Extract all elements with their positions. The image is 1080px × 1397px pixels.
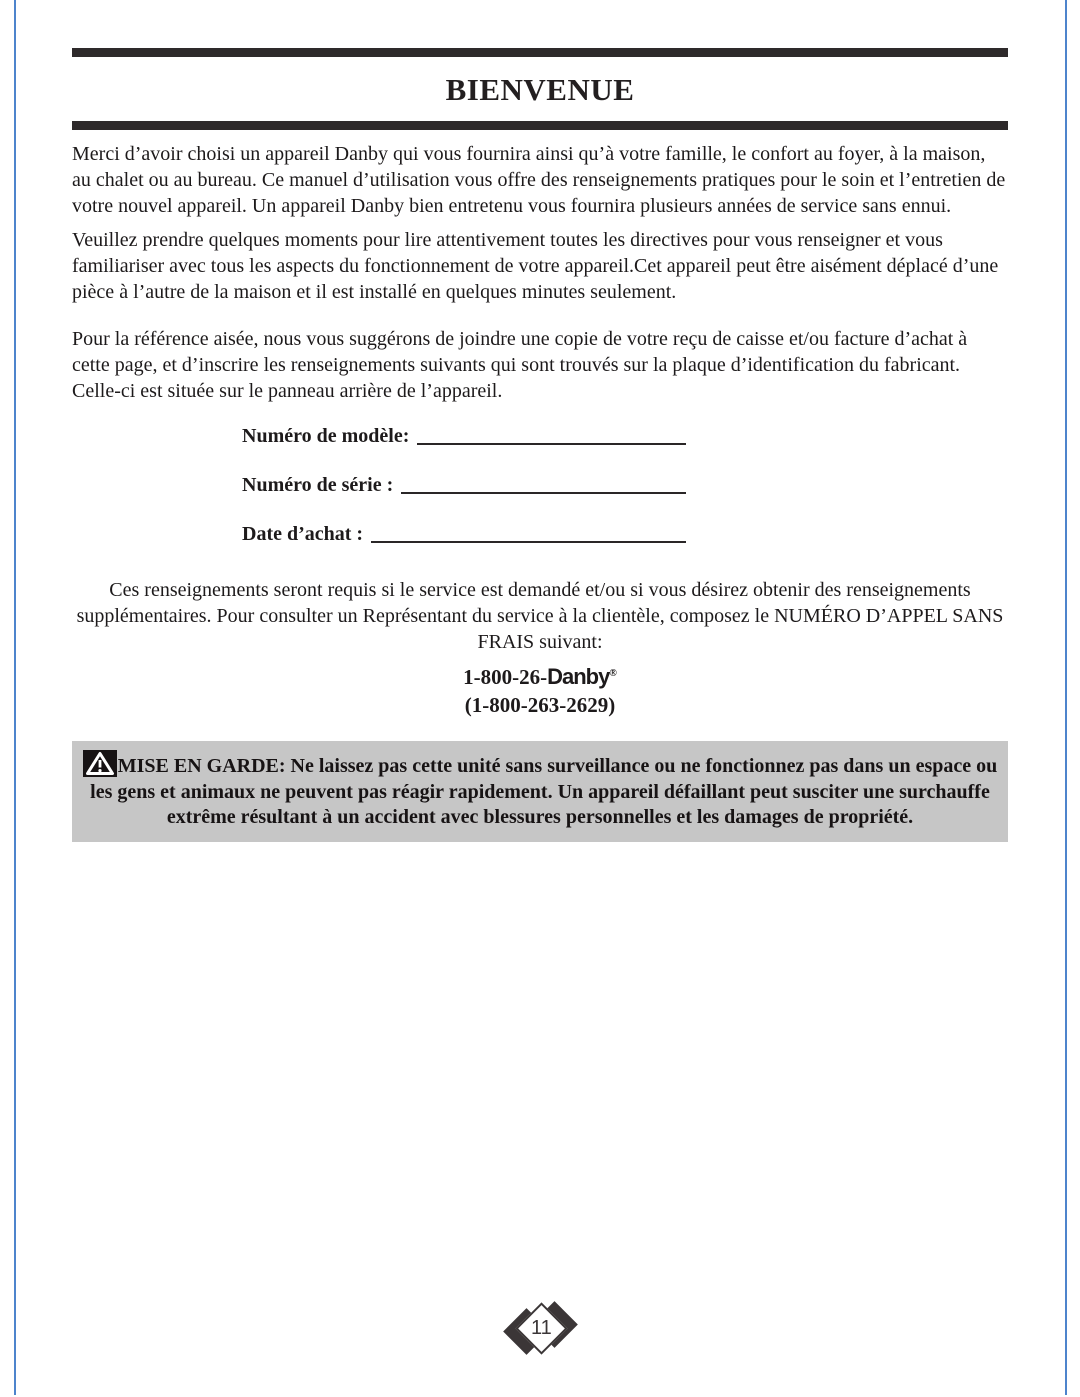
page-content <box>72 0 1008 842</box>
page-title: BIENVENUE <box>445 72 635 107</box>
intro-paragraph: Merci d’avoir choisi un appareil Danby qui vous fournira ainsi qu’à votre famille, le confort au foyer, à la maison, au chalet ou au bureau. Ce manuel d’utilisation vous offre des renseignements pratiques pour le soin et l’entretien de votre nouvel appareil. Un appareil Danby bien entretenu vous fournira plusieurs années de service sans ennui. <box>72 143 1006 217</box>
purchase-date-label: Date d’achat : <box>242 523 364 545</box>
toll-free-number-numeric: (1-800-263-2629) <box>464 693 616 717</box>
page-number-emblem <box>508 1302 574 1360</box>
serial-number-label: Numéro de série : <box>242 474 394 496</box>
registered-mark: ® <box>609 668 617 679</box>
page-number: 11 <box>531 1316 552 1339</box>
purchase-date-blank-line <box>371 523 686 543</box>
phone-prefix: 1-800-26- <box>463 665 548 689</box>
read-instructions-paragraph: Veuillez prendre quelques moments pour lire attentivement toutes les directives pour vous renseigner et vous familiariser avec tous les aspects du fonctionnement de votre appareil.Cet appareil peut être aisément déplacé d’une pièce à l’autre de la maison et il est installé en quelques minutes seulement. <box>72 229 999 303</box>
title-rule-top <box>72 48 1008 57</box>
toll-free-number <box>72 660 1008 691</box>
caution-text: Ne laissez pas cette unité sans surveillance ou ne fonctionnez pas dans un espace ou les gens et animaux ne peuvent pas réagir rapidement. Un appareil défaillant peut susciter une surchauffe extrême résultant à un accident avec blessures personnelles et les damages de propriété. <box>90 755 998 828</box>
warning-triangle-icon <box>83 750 117 777</box>
reference-paragraph: Pour la référence aisée, nous vous suggérons de joindre une copie de votre reçu de caisse et/ou facture d’achat à cette page, et d’inscrire les renseignements suivants qui sont trouvés sur la plaque d’identification du fabricant. Celle-ci est située sur le panneau arrière de l’appareil. <box>72 328 968 402</box>
service-note: Ces renseignements seront requis si le service est demandé et/ou si vous désirez obtenir des renseignements supplémentaires. Pour consulter un Représentant du service à la clientèle, composez le NUMÉRO D’APPEL SANS FRAIS suivant: <box>76 579 1004 653</box>
page-edge-guide-left <box>14 0 16 1395</box>
serial-number-row <box>242 473 686 497</box>
model-number-row <box>242 424 686 448</box>
model-number-blank-line <box>417 425 686 445</box>
model-number-label: Numéro de modèle: <box>242 425 410 447</box>
danby-logo-text: Danby <box>547 664 610 689</box>
title-rule-bottom <box>72 121 1008 130</box>
page-edge-guide-right <box>1065 0 1067 1395</box>
serial-number-blank-line <box>401 474 686 494</box>
caution-label: MISE EN GARDE: <box>117 755 286 777</box>
record-form <box>72 424 1008 546</box>
caution-box <box>72 741 1008 842</box>
purchase-date-row <box>242 522 686 546</box>
